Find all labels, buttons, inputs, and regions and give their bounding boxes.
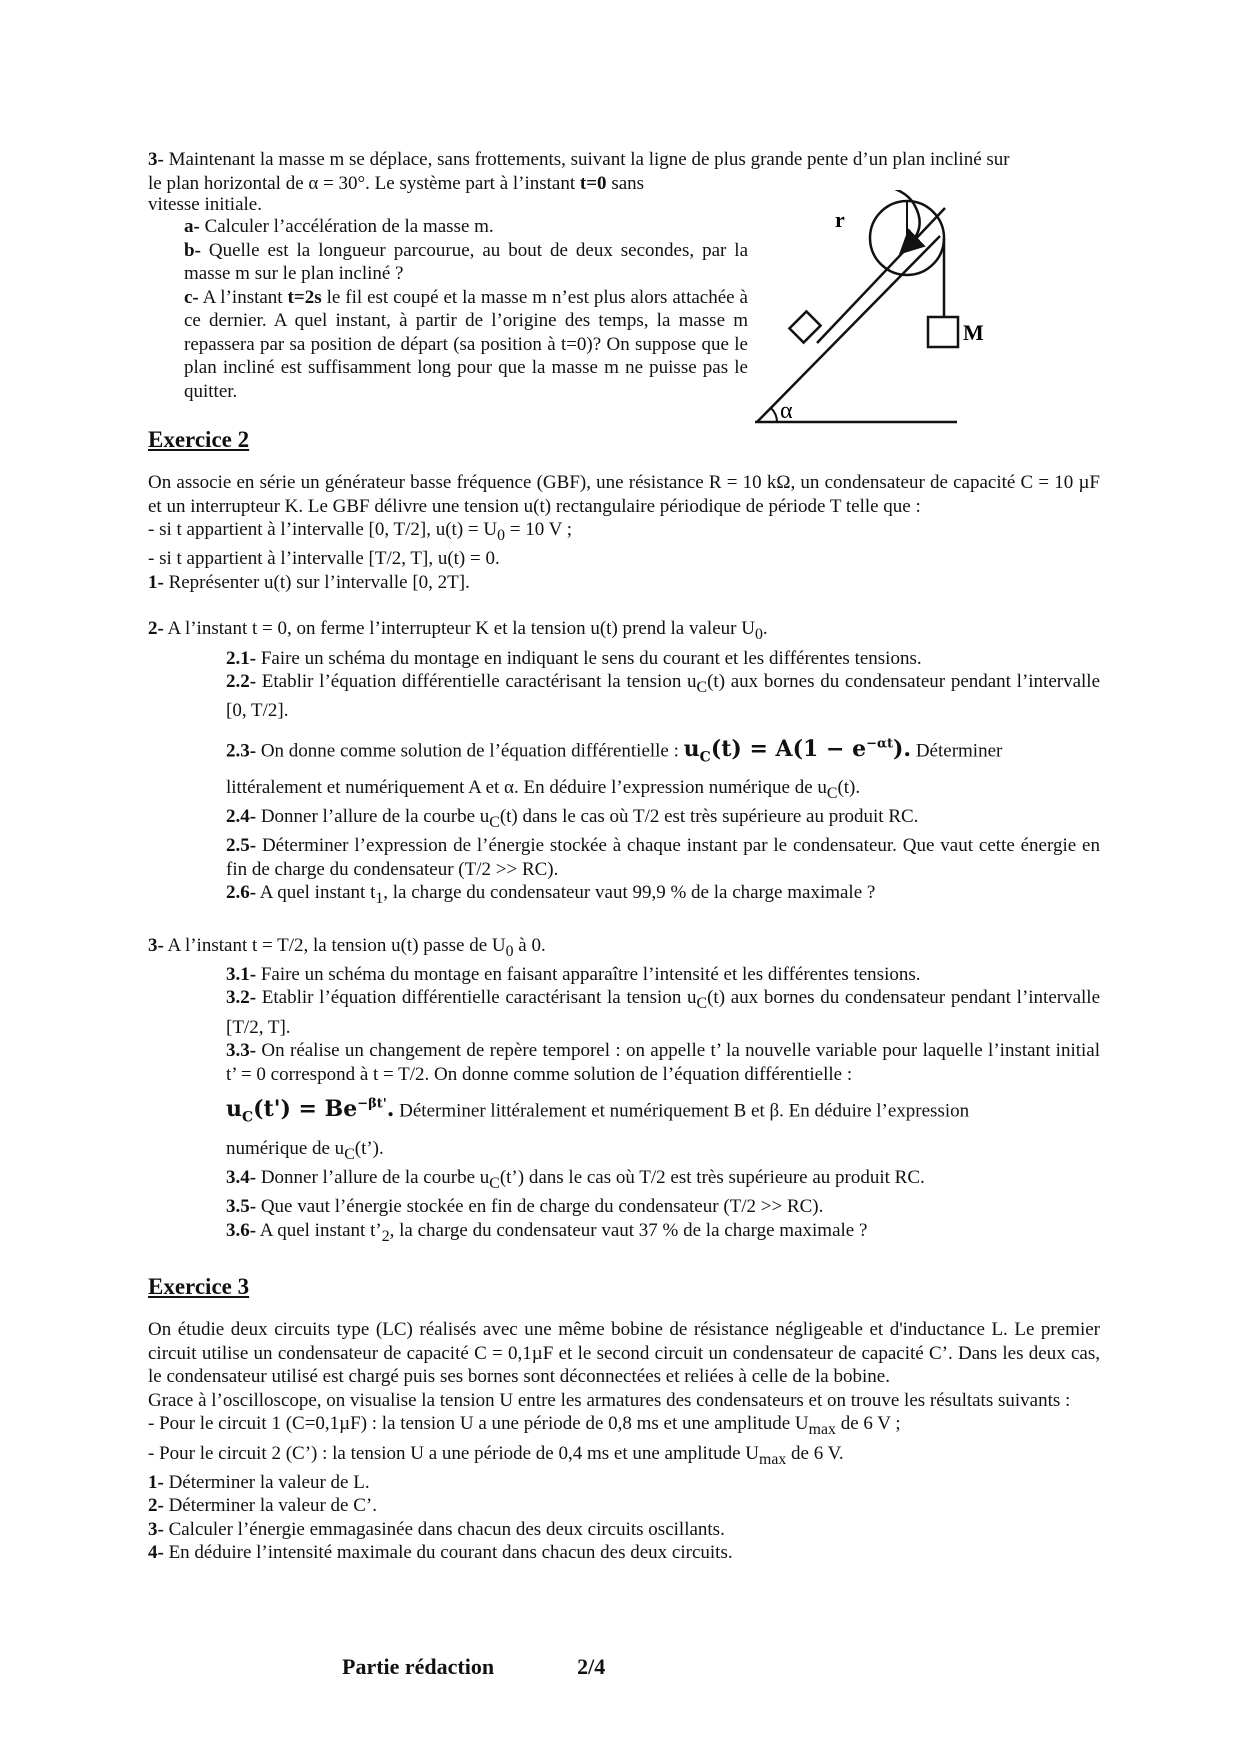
ex2-q31: 3.1- Faire un schéma du montage en faisant apparaître l’intensité et les différentes tensions. — [226, 963, 921, 985]
ex2-q3: 3- A l’instant t = T/2, la tension u(t) passe de $U_0$ à 0. — [148, 934, 546, 960]
ex3-q3: 3- Calculer l’énergie emmagasinée dans chacun des deux circuits oscillants. — [148, 1518, 725, 1540]
incline-line — [757, 236, 940, 422]
ex3-q1: 1- Déterminer la valeur de L. — [148, 1471, 370, 1493]
inclined-plane-diagram — [755, 190, 985, 430]
ex3-p2: Grace à l’oscilloscope, on visualise la tension U entre les armatures des condensateurs et on trouve les résultats suivants : — [148, 1389, 1071, 1411]
ex2-q21: 2.1- Faire un schéma du montage en indiquant le sens du courant et les différentes tensions. — [226, 647, 922, 669]
ex3-p1: On étudie deux circuits type (LC) réalisés avec une même bobine de résistance négligeable et d'inductance L. Le premier circuit utilise un condensateur de capacité C = 0,1µF et le second circuit un condensateur de capacité C’. Dans les deux cas, le condensateur utilisé est chargé puis ses bornes sont déconnectées et reliées à celle de la bobine. — [148, 1319, 1100, 1388]
ex2-q1: 1- Représenter u(t) sur l’intervalle [0, 2T]. — [148, 571, 470, 593]
ex2-intro-2: - si t appartient à l’intervalle [0, T/2], $u(t) = U_0 = 10$ V ; — [148, 519, 573, 544]
ex1-q3a: a- Calculer l’accélération de la masse m. — [184, 216, 494, 237]
ex3-c2: - Pour le circuit 2 (C’) : la tension U a une période de 0,4 ms et une amplitude $U_{max}$ de 6 V. — [148, 1442, 844, 1468]
ex1-q3c: c- A l’instant t=2s le fil est coupé et la masse m n’est plus alors attachée à ce dernier. A quel instant, à partir de l’origine des temps, la masse m repassera par sa position de départ (sa position à t=0)? On suppose que le plan incliné est suffisamment long pour que la masse m ne puisse pas le quitter. — [184, 286, 748, 402]
ex2-q33-cont: numérique de $u_C(t’)$. — [226, 1137, 384, 1163]
ex2-intro-3: - si t appartient à l’intervalle [T/2, T], u(t) = 0. — [148, 548, 500, 570]
ex2-q23: 2.3- On donne comme solution de l’équation différentielle : $u_C(t) = A(1 - e^{-\alpha t})$. Déterminer — [226, 736, 1003, 766]
ex2-intro-1: On associe en série un générateur basse fréquence (GBF), une résistance R = 10 kΩ, un condensateur de capacité C = 10 µF et un interrupteur K. Le GBF délivre une tension u(t) rectangulaire périodique de période T telle que : — [148, 472, 1100, 517]
footer-page-number: 2/4 — [577, 1654, 606, 1679]
page-footer — [342, 1654, 605, 1680]
label-alpha: α — [780, 398, 793, 424]
ex1-q3-line3: vitesse initiale. — [148, 194, 262, 215]
label-M: M — [963, 320, 984, 345]
ex2-q33-formula-line: $u_C(t') = Be^{-\beta t'}$. Déterminer littéralement et numériquement B et β. En déduire l’expression — [226, 1096, 970, 1126]
ex2-q24: 2.4- Donner l’allure de la courbe $u_C(t)$ dans le cas où T/2 est très supérieure au produit RC. — [226, 805, 919, 831]
mass-M-block — [928, 317, 958, 347]
label-r: r — [835, 207, 845, 232]
ex2-q25: 2.5- Déterminer l’expression de l’énergie stockée à chaque instant par le condensateur. Que vaut cette énergie en fin de charge du condensateur (T/2 >> RC). — [226, 835, 1100, 880]
ex2-q23-cont: littéralement et numériquement A et α. En déduire l’expression numérique de $u_C(t)$. — [226, 776, 861, 802]
ex2-q35: 3.5- Que vaut l’énergie stockée en fin de charge du condensateur (T/2 >> RC). — [226, 1196, 824, 1218]
ex2-q32: 3.2- Etablir l’équation différentielle caractérisant la tension $u_C(t)$ aux bornes du condensateur pendant l’intervalle [T/2, T]. — [226, 987, 1101, 1038]
ex2-q33-formula: $u_C(t') = Be^{-\beta t'}$. — [226, 1096, 395, 1126]
ex2-q26: 2.6- A quel instant $t_1$, la charge du condensateur vaut 99,9 % de la charge maximale ? — [226, 882, 876, 907]
ex1-q3-block — [148, 172, 748, 404]
ex2-q36: 3.6- A quel instant $t’_2$, la charge du condensateur vaut 37 % de la charge maximale ? — [226, 1219, 868, 1245]
ex3-q2: 2- Déterminer la valeur de C’. — [148, 1495, 377, 1517]
ex3-title: Exercice 3 — [148, 1274, 250, 1300]
footer-section: Partie rédaction — [342, 1654, 495, 1679]
ex3-q4: 4- En déduire l’intensité maximale du courant dans chacun des deux circuits. — [148, 1542, 733, 1564]
ex1-q3-line1: 3- Maintenant la masse m se déplace, sans frottements, suivant la ligne de plus grande pente d’un plan incliné sur — [148, 149, 1010, 170]
mass-m-block — [789, 311, 820, 342]
ex2-q34: 3.4- Donner l’allure de la courbe $u_C(t’)$ dans le cas où T/2 est très supérieure au produit RC. — [226, 1167, 925, 1192]
ex2-title: Exercice 2 — [148, 427, 250, 452]
ex2-q2: 2- A l’instant t = 0, on ferme l’interrupteur K et la tension u(t) prend la valeur $U_0$. — [148, 618, 768, 644]
alpha-arc — [771, 408, 777, 422]
ex2-q23-formula: $u_C(t) = A(1 - e^{-\alpha t})$. — [683, 736, 912, 766]
ex3-c1: - Pour le circuit 1 (C=0,1µF) : la tension U a une période de 0,8 ms et une amplitude $U_{max}$ de 6 V ; — [148, 1413, 901, 1438]
ex2-q33: 3.3- On réalise un changement de repère temporel : on appelle t’ la nouvelle variable pour laquelle l’instant initial t’ = 0 correspond à t = T/2. On donne comme solution de l’équation différentielle : — [226, 1040, 1100, 1085]
ex2-q22: 2.2- Etablir l’équation différentielle caractérisant la tension $u_C(t)$ aux bornes du condensateur pendant l’intervalle [0, T/2]. — [226, 671, 1101, 722]
ex1-q3b: b- Quelle est la longueur parcourue, au bout de deux secondes, par la masse m sur le plan incliné ? — [184, 239, 748, 284]
ex1-q3-line2: le plan horizontal de α = 30°. Le système part à l’instant t=0 sans — [148, 172, 645, 194]
